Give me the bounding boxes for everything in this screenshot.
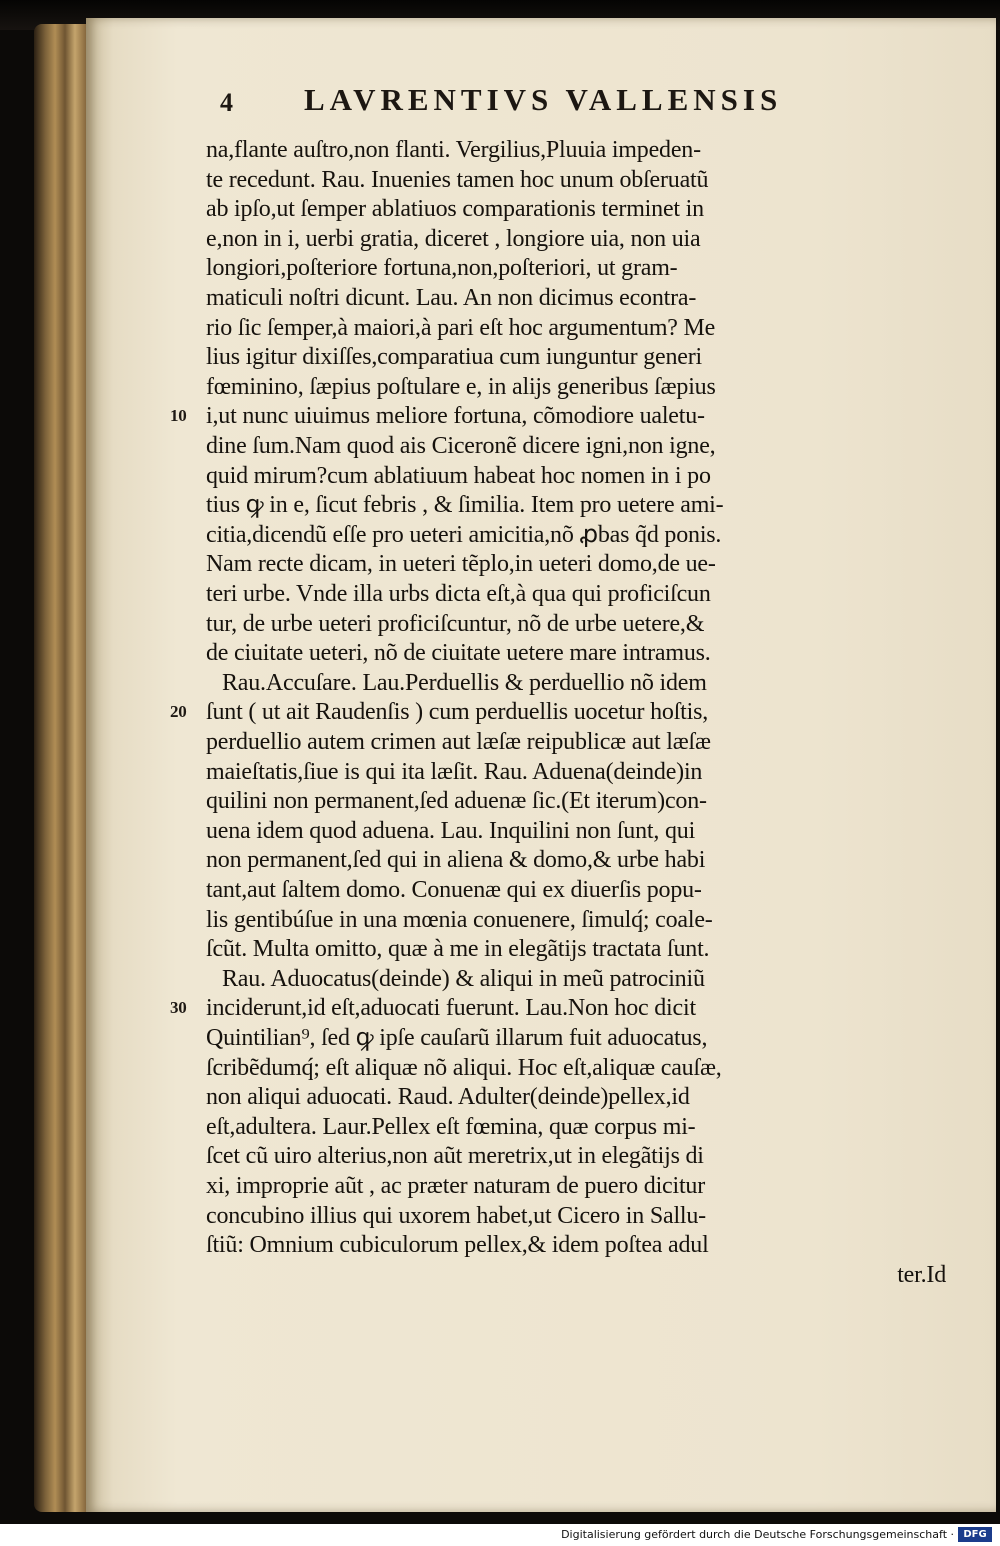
line-text: quid mirum?cum ablatiuum habeat hoc nomen in i po: [206, 462, 711, 489]
text-line: [206, 431, 715, 461]
line-text: tur, de urbe ueteri proficiſcuntur, nõ de urbe uetere,&: [206, 610, 705, 637]
line-text: non aliqui aduocati. Raud. Adulter(deinde)pellex,id: [206, 1084, 690, 1111]
text-line: [206, 372, 716, 402]
line-text: ſunt ( ut ait Raudenſis ) cum perduellis uocetur hoſtis,: [206, 699, 709, 726]
margin-line-number: 10: [170, 406, 187, 426]
line-text: teri urbe. Vnde illa urbs dicta eſt,à qua qui proficiſcun: [206, 581, 711, 607]
line-text: ſtiũ: Omnium cubiculorum pellex,& idem poſtea adul: [206, 1232, 709, 1259]
text-line: [206, 1053, 722, 1083]
line-text: non permanent,ſed qui in aliena & domo,& urbe habi: [206, 847, 706, 874]
page-number: 4: [220, 88, 233, 117]
running-title: LAVRENTIVS VALLENSIS: [304, 82, 783, 117]
line-text: dine ſum.Nam quod ais Ciceronẽ dicere igni,non igne,: [206, 433, 716, 459]
margin-line-number: 20: [170, 702, 187, 722]
line-text: na,flante auſtro,non flanti. Vergilius,Pluuia impeden-: [206, 137, 701, 163]
line-text: de ciuitate ueteri, nõ de ciuitate uetere mare intramus.: [206, 640, 711, 667]
footer-credit: Digitalisierung gefördert durch die Deutsche Forschungsgemeinschaft ·: [561, 1528, 954, 1541]
text-line: [206, 816, 695, 846]
text-line: [206, 786, 707, 816]
line-text: maieſtatis,ſiue is qui ita læſit. Rau. Aduena(deinde)in: [206, 758, 703, 785]
text-line: [170, 993, 696, 1023]
text-line: [170, 401, 705, 431]
text-line: [170, 697, 709, 727]
text-line: [206, 194, 704, 224]
text-line: [206, 1112, 695, 1142]
line-text: lis gentibúſue in una mœnia conuenere, ſimulq́; coale-: [206, 906, 713, 933]
text-line: [206, 283, 696, 313]
line-text: quilini non permanent,ſed aduenæ ſic.(Et iterum)con-: [206, 788, 707, 815]
text-line: [206, 1230, 709, 1260]
text-line: [206, 165, 708, 195]
text-line: [206, 609, 704, 639]
line-text: ſcribẽdumq́; eſt aliquæ nõ aliqui. Hoc eſt,aliquæ cauſæ,: [206, 1054, 722, 1081]
line-text: rio ſic ſemper,à maiori,à pari eſt hoc argumentum? Me: [206, 314, 716, 341]
text-line: [206, 1201, 706, 1231]
line-text: tius ꝙ in e, ſicut febris , & ſimilia. Item pro uetere ami-: [206, 492, 724, 519]
text-line: [206, 253, 677, 283]
line-text: ſcet cũ uiro alterius,non aũt meretrix,ut in elegãtijs di: [206, 1143, 704, 1170]
text-line: [206, 1171, 705, 1201]
line-text: longiori,poſteriore fortuna,non,poſteriori, ut gram-: [206, 255, 678, 282]
text-line: [206, 490, 723, 520]
footer-bar: [0, 1524, 1000, 1546]
line-text: citia,dicendũ eſſe pro ueteri amicitia,nõ ꝓbas q̃d ponis.: [206, 521, 722, 548]
line-text: eſt,adultera. Laur.Pellex eſt fœmina, quæ corpus mi-: [206, 1113, 696, 1140]
text-line: [206, 520, 721, 550]
line-text: Nam recte dicam, in ueteri tẽplo,in ueteri domo,de ue-: [206, 551, 716, 578]
line-text: uena idem quod aduena. Lau. Inquilini non ſunt, qui: [206, 817, 696, 844]
text-line: [206, 461, 711, 491]
text-line: [206, 1141, 704, 1171]
line-text: xi, improprie aũt , ac præter naturam de puero dicitur: [206, 1173, 706, 1199]
text-line: [206, 579, 711, 609]
text-line: [206, 342, 702, 372]
text-line: [206, 1023, 707, 1053]
text-line: [206, 875, 702, 905]
line-text: e,non in i, uerbi gratia, diceret , longiore uia, non uia: [206, 225, 701, 252]
text-line: [222, 668, 707, 698]
line-text: Rau. Aduocatus(deinde) & aliqui in meũ patrociniũ: [222, 965, 705, 992]
line-text: inciderunt,id eſt,aduocati fuerunt. Lau.Non hoc dicit: [206, 995, 696, 1022]
line-text: concubino illius qui uxorem habet,ut Cicero in Sallu-: [206, 1202, 706, 1229]
text-line: [206, 638, 711, 668]
line-text: fœminino, ſæpius poſtulare e, in alijs generibus ſæpius: [206, 373, 716, 400]
line-text: ſcũt. Multa omitto, quæ à me in elegãtijs tractata ſunt.: [206, 936, 710, 963]
text-line: [206, 934, 709, 964]
line-text: te recedunt. Rau. Inuenies tamen hoc unum obſeruatũ: [206, 166, 709, 193]
catchword: ter.Id: [897, 1261, 946, 1288]
text-line: [206, 135, 701, 165]
text-line: [206, 549, 716, 579]
text-line: [206, 757, 702, 787]
line-text: Rau.Accuſare. Lau.Perduellis & perduellio nõ idem: [222, 669, 707, 696]
dfg-logo[interactable]: DFG: [958, 1527, 992, 1542]
line-text: ab ipſo,ut ſemper ablatiuos comparationis terminet in: [206, 196, 704, 223]
page-header: [220, 78, 880, 138]
text-line: [206, 845, 705, 875]
line-text: Quintilian⁹, ſed ꝙ ipſe cauſarũ illarum fuit aduocatus,: [206, 1025, 708, 1051]
text-line: [206, 1082, 690, 1112]
margin-line-number: 30: [170, 998, 187, 1018]
text-line: [206, 313, 715, 343]
line-text: lius igitur dixiſſes,comparatiua cum iunguntur generi: [206, 344, 702, 371]
text-line: [222, 964, 705, 994]
line-text: maticuli noſtri dicunt. Lau. An non dicimus econtra-: [206, 285, 697, 311]
line-text: i,ut nunc uiuimus meliore fortuna, cõmodiore ualetu-: [206, 403, 705, 430]
text-line: [206, 224, 700, 254]
line-text: tant,aut ſaltem domo. Conuenæ qui ex diuerſis popu-: [206, 877, 702, 903]
text-line: [206, 905, 713, 935]
text-line: [206, 727, 711, 757]
line-text: perduellio autem crimen aut læſæ reipublicæ aut læſæ: [206, 729, 711, 755]
